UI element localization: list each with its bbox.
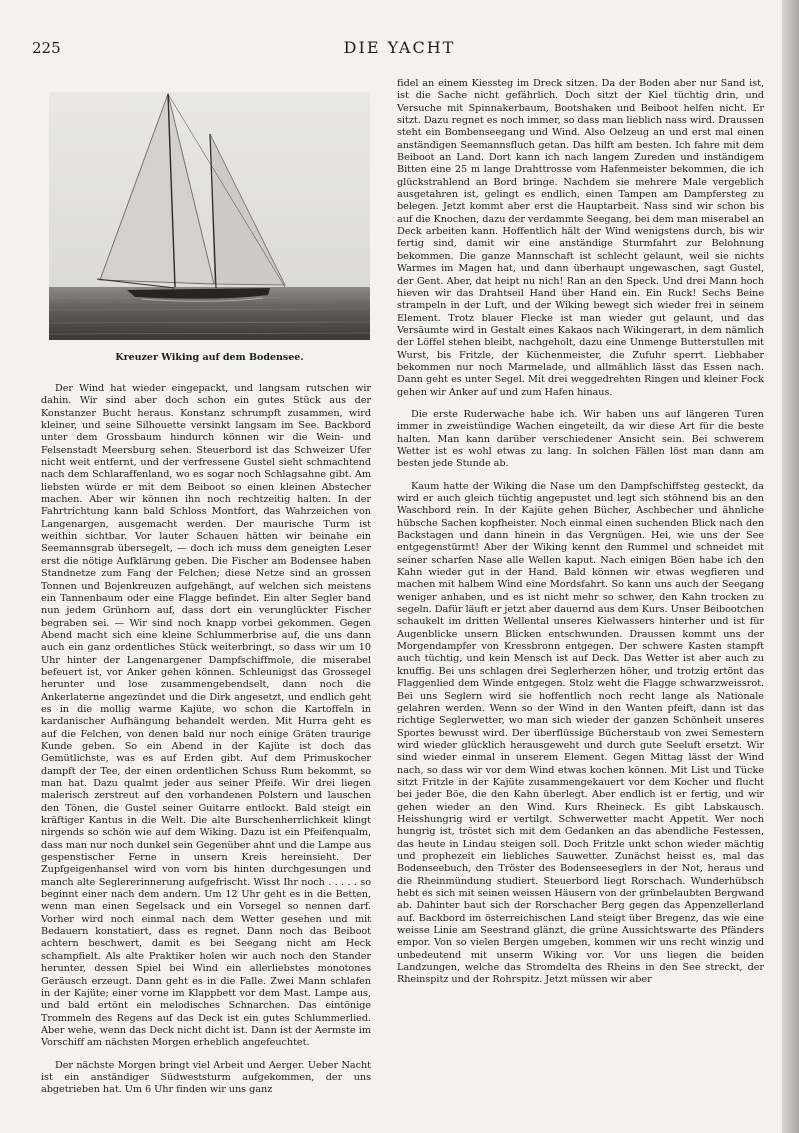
paragraph: Die erste Ruderwache habe ich. Wir haben uns auf längeren Turen immer in zweistündige Wachen eingeteilt, da wir diese Art für die beste halten. Man kann darüber verschiedener Ansicht sein. Bei schwerem Wetter ist es wohl etwas zu lang. In solchen Fällen löst man dann am besten jede Stunde ab. bbox=[397, 408, 764, 470]
page-number: 225 bbox=[32, 39, 61, 57]
paragraph: fidel an einem Kiessteg im Dreck sitzen. Da der Boden aber nur Sand ist, ist die Sache nicht gefährlich. Doch sitzt der Kiel tüchtig drin, und Versuche mit Spinnakerbaum, Bootshaken und Beiboot helfen nicht. Er sitzt. Dazu regnet es noch immer, so dass man lieblich nass wird. Draussen steht ein Bombenseegang und Wind. Also Oelzeug an und erst mal einen anständigen Seemannsfluch getan. Das hilft am besten. Ich fahre mit dem Beiboot an Land. Dort kann ich nach langem Zureden und inständigem Bitten eine 25 m lange Drahttrosse vom Hafenmeister bekommen, die ich glückstrahlend an Bord bringe. Nachdem sie mehrere Male vergeblich ausgetahren ist, gelingt es endlich, einen Tampen am Dampfersteg zu belegen. Jetzt kommt aber erst die Hauptarbeit. Nass sind wir schon bis auf die Knochen, dazu der verdammte Seegang, bei dem man miserabel an Deck arbeiten kann. Hoffentlich hält der Wind wenigstens durch, bis wir fertig sind, damit wir eine anständige Sturmfahrt zur Belohnung bekommen. Die ganze Mannschaft ist schlecht gelaunt, weil sie nichts Warmes im Magen hat, und dann überhaupt ungewaschen, sagt Gustel, der Gent. Aber, dat heipt nu nich! Ran an den Speck. Und drei Mann hoch hieven wir das Drahtseil Hand über Hand ein. Ein Ruck! Sechs Beine strampeln in der Luft, und der Wiking bewegt sich wieder frei in seinem Element. Trotz blauer Flecke ist man wieder gut gelaunt, und das Versäumte wird in Gestalt eines Kakaos nach Wikingerart, in dem nämlich der Löffel stehen bleibt, nachgeholt, dazu eine Unmenge Butterstullen mit Wurst, bis Fritzle, der Küchenmeister, die Zufuhr sperrt. Liebhaber bekommen nur noch Marmelade, und allmählich lässt das Essen nach. Dann geht es unter Segel. Mit drei weggedrehten Ringen und kleiner Fock gehen wir Anker auf und zum Hafen hinaus. bbox=[397, 78, 764, 398]
page-edge-shadow bbox=[782, 0, 799, 1133]
paragraph: Der Wind hat wieder eingepackt, und langsam rutschen wir dahin. Wir sind aber doch schon ein gutes Stück aus der Konstanzer Bucht heraus. Konstanz schrumpft zusammen, wird kleiner, und seine Silhouette versinkt langsam im See. Backbord unter dem Grossbaum hindurch können wir die Wein- und Felsenstadt Meersburg sehen. Steuerbord ist das Schweizer Ufer nicht weit entfernt, und der verfressene Gustel sieht schmachtend nach dem Schlaraffenland, wo es sogar noch Schlagsahne gibt. Am liebsten würde er mit dem Beiboot so einen kleinen Abstecher machen. Aber wir können ihn noch rechtzeitig halten. In der Fahrtrichtung kann bald Schloss Montfort, das Wahrzeichen von Langenargen, ausgemacht werden. Der maurische Turm ist weithin sichtbar. Vor lauter Schauen hätten wir beinahe ein Seemannsgrab übersegelt, — doch ich muss dem geneigten Leser erst die nötige Aufklärung geben. Die Fischer am Bodensee haben Standnetze zum Fang der Felchen; diese Netze sind an grossen Tonnen und Bojenkreuzen aufgehängt, auf welchen sich meistens ein Tannenbaum oder eine Flagge befindet. Ein alter Segler band nun jedem Grünhorn auf, dass dort ein verunglückter Fischer begraben sei. — Wir sind noch knapp vorbei gekommen. Gegen Abend macht sich eine kleine Schlummerbrise auf, die uns dann auch ein ganz ordentliches Stück weiterbringt, so dass wir um 10 Uhr hinter der Langenargener Dampfschiffmole, die miserabel befeuert ist, vor Anker gehen können. Schleunigst das Grossegel herunter und lose zusammengebendselt, dann noch die Ankerlaterne angezündet und die Dirk angesetzt, und endlich geht es in die mollig warme Kajüte, wo schon die Kartoffeln in kardanischer Aufhängung behandelt werden. Mit Hurra geht es auf die Felchen, von denen bald nur noch einige Gräten traurige Kunde geben. So ein Abend in der Kajüte ist doch das Gemütlichste, was es auf Erden gibt. Auf dem Primuskocher dampft der Tee, der einen ordentlichen Schuss Rum bekommt, so man hat. Dazu qualmt jeder aus seiner Pfeife. Wir drei liegen malerisch zerstreut auf den vorhandenen Polstern und lauschen den Tönen, die Gustel seiner Guitarre entlockt. Bald steigt ein kräftiger Kantus in die Welt. Die alte Burschenherrlichkeit klingt nirgends so schön wie auf dem Wiking. Dazu ist ein Pfeifenqualm, dass man nur noch dunkel sein Gegenüber ahnt und die Lampe aus gespenstischer Ferne in unsern Kreis hereinsieht. Der Zupfgeigenhansel wird von vorn bis hinten durchgesungen und manch alte Seglererinnerung aufgefrischt. Wisst Ihr noch . . . . . so beginnt einer nach dem andern. Um 12 Uhr geht es in die Betten, wenn man einen Segelsack und ein Vorsegel so nennen darf. Vorher wird noch einmal nach dem Wetter gesehen und mit Bedauern konstatiert, dass es regnet. Dann noch das Beiboot achtern beschwert, damit es bei Seegang nicht am Heck schampfielt. Als alte Praktiker holen wir auch noch den Stander herunter, dessen Spiel bei Wind ein allerliebstes monotones Geräusch erzeugt. Dann geht es in die Falle. Zwei Mann schlafen in der Kajüte; einer vorne im Klappbett vor dem Mast. Lampe aus, und bald ertönt ein melodisches Schnarchen. Das eintönige Trommeln des Regens auf das Deck ist ein gutes Schlummerlied. Aber wehe, wenn das Deck nicht dicht ist. Dann ist der Aermste im Vorschiff am nächsten Morgen erheblich angefeuchtet. bbox=[41, 383, 371, 1049]
paragraph: Kaum hatte der Wiking die Nase um den Dampfschiffsteg gesteckt, da wird er auch gleich tüchtig angepustet und legt sich stöhnend bis an den Waschbord rein. In der Kajüte gehen Bücher, Aschbecher und ähnliche hübsche Sachen kopfheister. Noch einmal einen suchenden Blick nach den Backstagen und dann hinein in das Vergnügen. Hei, wie uns der See entgegenstürmt! Aber der Wiking kennt den Rummel und schneidet mit seiner scharfen Nase alle Wellen kaput. Nach einigen Böen habe ich den Kahn wieder gut in der Hand. Bald können wir etwas wegfieren und machen mit halbem Wind eine Mordsfahrt. So kann uns auch der Seegang weniger anhaben, und es ist nicht mehr so schwer, den Kahn trocken zu segeln. Dafür läuft er jetzt aber dauernd aus dem Kurs. Unser Beibootchen schaukelt im dritten Wellental unseres Kielwassers hinterher und ist für Augenblicke unsern Blicken entschwunden. Draussen kommt uns der Morgendampfer von Kressbronn entgegen. Der schwere Kasten stampft auch tüchtig, und kein Mensch ist auf Deck. Das Wetter ist aber auch zu knuffig. Bei uns schlagen drei Seglerherzen höher, und trotzig ertönt das Flaggenlied dem Winde entgegen. Stolz weht die Flagge schwarzweissrot. Bei uns Seglern wird sie hoffentlich noch recht lange als Nationale gelahren werden. Wenn so der Wind in den Wanten pfeift, dann ist das richtige Seglerwetter, wo man sich wieder der ganzen Schönheit unseres Sportes bewusst wird. Der überflüssige Bücherstaub von zwei Semestern wird wieder glücklich herausgeweht und durch gute Seeluft ersetzt. Wir sind wieder einmal in unserem Element. Gegen Mittag lässt der Wind nach, so dass wir vor dem Wind etwas kochen können. Mit List und Tücke sitzt Fritzle in der Kajüte zusammengekauert vor dem Kocher und flucht bei jeder Böe, die den Kahn überlegt. Aber endlich ist er fertig, und wir gehen wieder an den Wind. Kurs Rheineck. Es gibt Labskausch. Heisshungrig wird er vertilgt. Schwerwetter macht Appetit. Wer noch hungrig ist, tröstet sich mit dem Gedanken an das abendliche Festessen, das heute in Lindau steigen soll. Doch Fritzle unkt schon wieder mächtig und prophezeit ein liebliches Sauwetter. Zunächst heisst es, mal das Bodenseebuch, den Tröster des Bodenseeseglers in der Not, heraus und die Rheinmündung studiert. Steuerbord liegt Rorschach. Wunderhübsch hebt es sich mit seinen weissen Häusern von der grünbelaubten Bergwand ab. Dahinter baut sich der Rorschacher Berg gegen das Appenzellerland auf. Backbord im österreichischen Land steigt über Bregenz, das wie eine weisse Linie am Seestrand glänzt, die grüne Aussichtswarte des Pfänders empor. Von so vielen Bergen umgeben, kommen wir uns recht winzig und unbedeutend mit unserm Wiking vor. Vor uns liegen die beiden Landzungen, welche das Stromdelta des Rheins in den See streckt, der Rheinspitz und der Rohrspitz. Jetzt müssen wir aber bbox=[397, 480, 764, 986]
running-title: DIE YACHT bbox=[343, 38, 456, 57]
paragraph: Der nächste Morgen bringt viel Arbeit und Aerger. Ueber Nacht ist ein anständiger Südweststurm aufgekommen, der uns abgetrieben hat. Um 6 Uhr finden wir uns ganz bbox=[41, 1059, 371, 1096]
text-column-right bbox=[397, 78, 764, 1076]
figure-caption: Kreuzer Wiking auf dem Bodensee. bbox=[115, 352, 304, 363]
sailboat-photo bbox=[49, 92, 370, 340]
sky bbox=[49, 92, 370, 288]
text-column-left bbox=[41, 383, 371, 1096]
